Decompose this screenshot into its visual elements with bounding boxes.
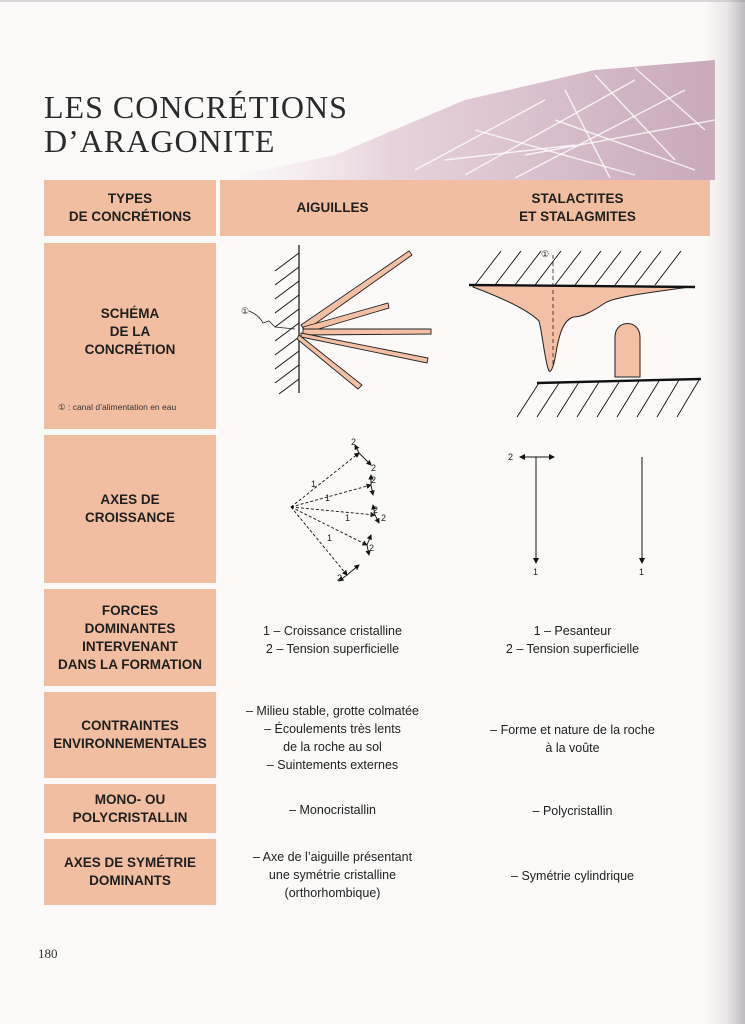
row-label-axes: AXES DE CROISSANCE [44,435,216,583]
header-types-cell: TYPES DE CONCRÉTIONS [44,180,216,236]
forces-aiguilles: 1 – Croissance cristalline 2 – Tension superficielle [263,624,402,656]
top-edge-line [0,0,745,2]
axis-label-2g: 2 [337,573,343,583]
axis-stal-label-2: 2 [508,452,514,462]
forces-stalactites: 1 – Pesanteur 2 – Tension superficielle [505,624,640,656]
stalactite-shape [473,285,690,371]
row-label-symetrie: AXES DE SYMÉTRIE DOMINANTS [44,839,216,905]
axis-label-1a: 1 [311,479,317,489]
schema-note: ① : canal d’alimentation en eau [58,402,177,412]
schema-stalactites-diagram [465,245,705,425]
symetrie-aiguilles: – Axe de l’aiguille présentant une symétrie cristalline (orthorhombique) [252,850,413,900]
axis-label-1d: 1 [327,533,333,543]
contraintes-aiguilles: – Milieu stable, grotte colmatée – Écoulements très lents de la roche au sol – Suintements externes [245,704,419,772]
axis-label-2e: 2 [381,513,387,523]
axes-stalactites-diagram [500,445,660,580]
header-aiguilles-cell: AIGUILLES [220,180,445,236]
schema-marker-label: ① [241,306,250,316]
row-label-forces: FORCES DOMINANTES INTERVENANT DANS LA FORMATION [44,589,216,686]
mono-stalactites: – Polycristallin [532,804,613,818]
needle-3 [303,329,431,335]
page-title [44,90,348,158]
axis-label-2c: 2 [371,475,377,485]
axis-label-2d: 2 [373,505,379,515]
schema-stalactite-marker: ① [541,249,550,259]
title-line-2: D’ARAGONITE [44,123,276,159]
needle-4 [301,333,428,363]
needle-1 [301,251,412,331]
axis-stal-label-1b: 1 [639,567,645,577]
axis-label-2f: 2 [369,543,375,553]
page-binding-shadow [705,0,745,1024]
axis-stal-label-1a: 1 [533,567,539,577]
symetrie-stalactites: – Symétrie cylindrique [511,869,634,883]
axes-aiguilles-diagram [285,435,395,585]
axis-label-1c: 1 [345,513,351,523]
title-line-1: LES CONCRÉTIONS [44,89,348,125]
stalagmite-shape [615,324,640,378]
mono-aiguilles: – Monocristallin [289,803,376,817]
schema-label-text: SCHÉMA DE LA CONCRÉTION [84,306,176,357]
page-number: 180 [38,946,58,961]
contraintes-stalactites: – Forme et nature de la roche à la voûte [490,723,655,755]
row-label-mono: MONO- OU POLYCRISTALLIN [44,784,216,833]
axis-label-2a: 2 [351,437,357,447]
header-stalactites-cell: STALACTITES ET STALAGMITES [445,180,710,236]
row-label-contraintes: CONTRAINTES ENVIRONNEMENTALES [44,692,216,778]
axis-label-2b: 2 [371,463,377,473]
schema-aiguilles-diagram [235,245,445,395]
axis-label-1b: 1 [325,493,331,503]
